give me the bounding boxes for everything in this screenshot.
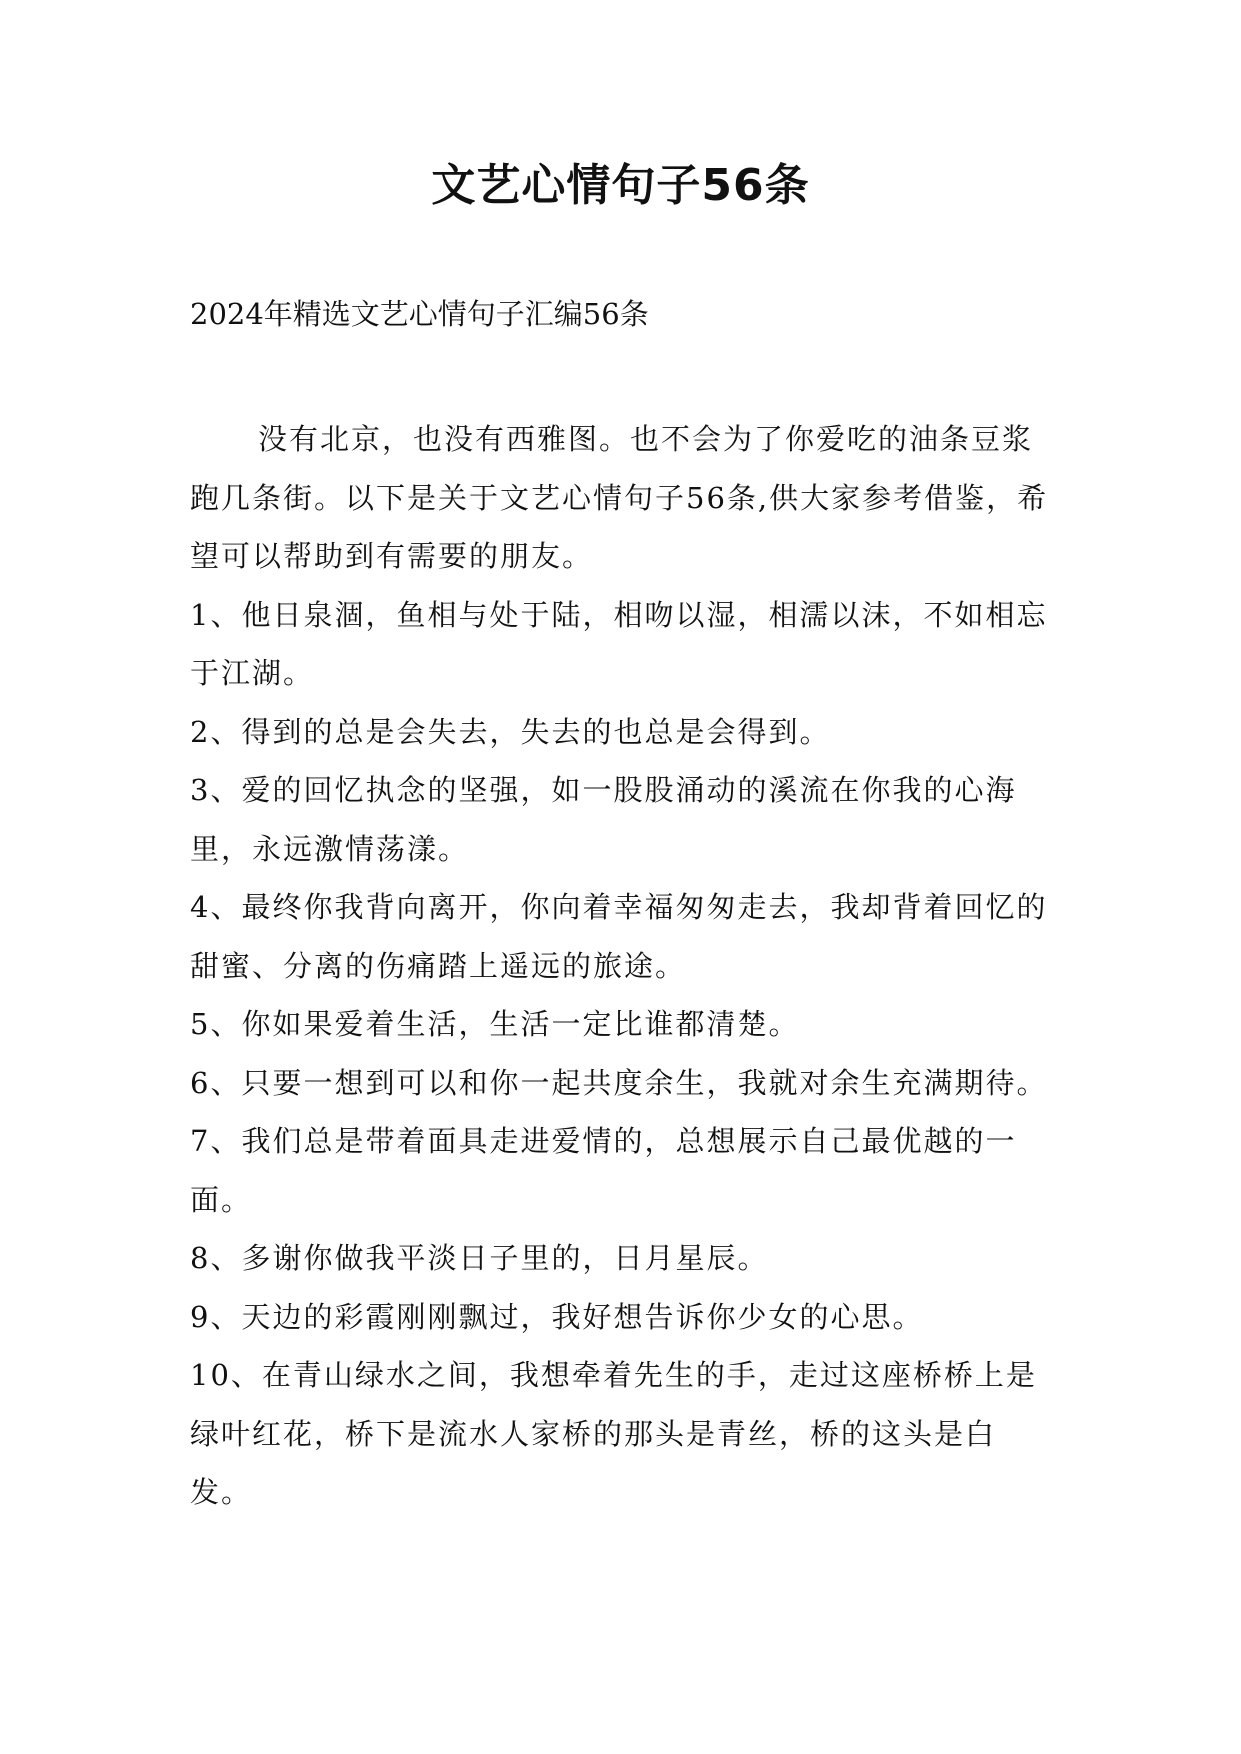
list-item: 9、天边的彩霞刚刚飘过，我好想告诉你少女的心思。 [190,1299,924,1334]
list-item: 7、我们总是带着面具走进爱情的，总想展示自己最优越的一面。 [190,1124,1017,1217]
list-item: 4、最终你我背向离开，你向着幸福匆匆走去，我却背着回忆的甜蜜、分离的伤痛踏上遥远的旅途。 [190,890,1048,983]
list-item: 1、他日泉涸，鱼相与处于陆，相吻以湿，相濡以沫，不如相忘于江湖。 [190,597,1048,690]
list-item: 3、爱的回忆执念的坚强，如一股股涌动的溪流在你我的心海里，永远激情荡漾。 [190,773,1017,866]
list-item: 8、多谢你做我平淡日子里的，日月星辰。 [190,1241,769,1275]
list-item: 6、只要一想到可以和你一起共度余生，我就对余生充满期待。 [190,1065,1048,1100]
document-body [190,410,1054,1522]
list-item: 10、在青山绿水之间，我想牵着先生的手，走过这座桥桥上是绿叶红花，桥下是流水人家桥的那头是青丝，桥的这头是白发。 [190,1358,1037,1509]
list-item: 2、得到的总是会失去，失去的也总是会得到。 [190,714,831,749]
document-title: 文艺心情句子56条 [431,160,810,211]
document-subtitle: 2024年精选文艺心情句子汇编56条 [190,297,649,331]
list-item: 5、你如果爱着生活，生活一定比谁都清楚。 [190,1007,800,1041]
intro-paragraph: 没有北京，也没有西雅图。也不会为了你爱吃的油条豆浆跑几条街。以下是关于文艺心情句子56条,供大家参考借鉴，希望可以帮助到有需要的朋友。 [190,422,1049,573]
